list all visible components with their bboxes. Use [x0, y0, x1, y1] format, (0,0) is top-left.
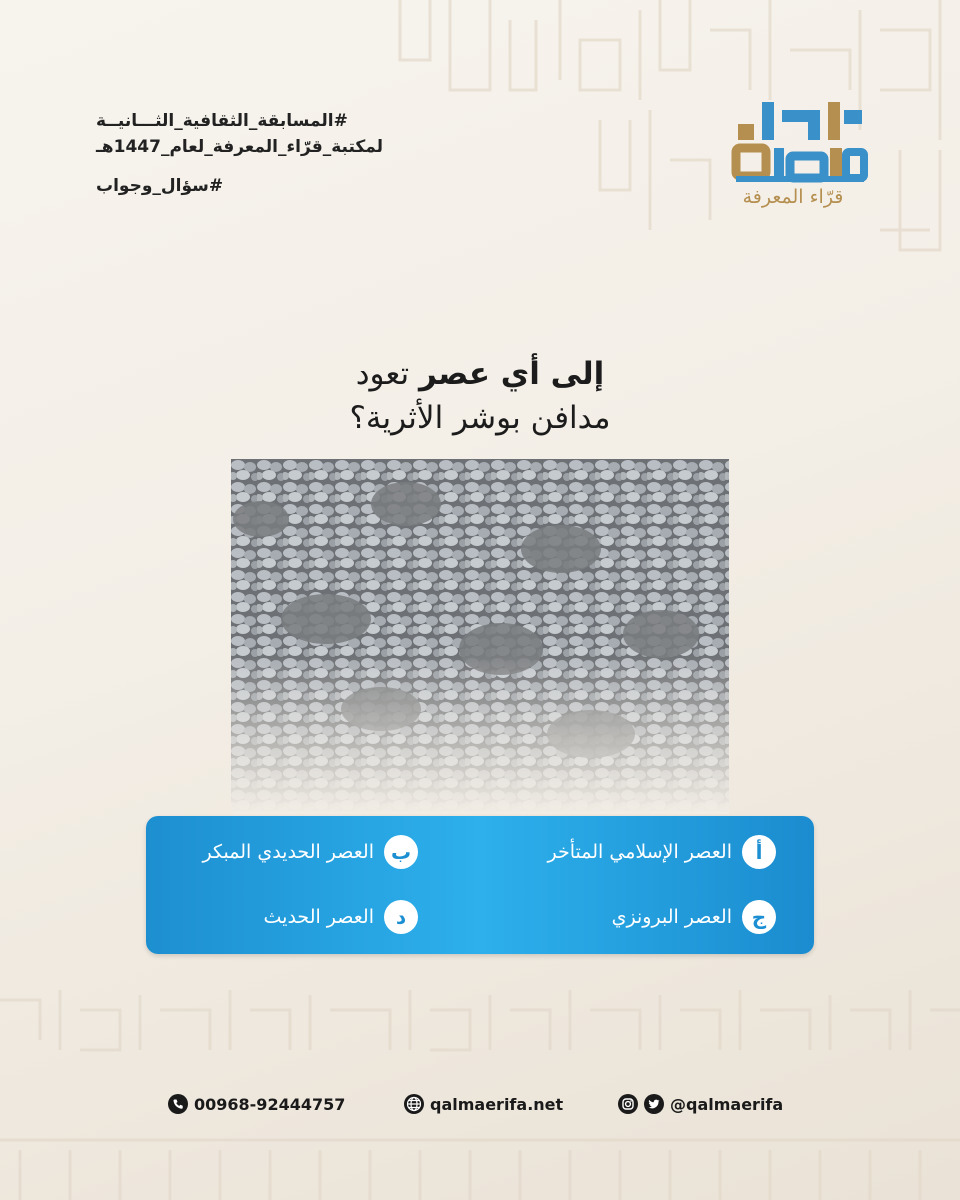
question-line-2: مدافن بوشر الأثرية؟: [349, 400, 611, 437]
answer-option-d[interactable]: [264, 900, 418, 934]
question-line-1-rest: تعود: [355, 356, 419, 392]
question-line-1: [180, 352, 780, 396]
footer-social[interactable]: [618, 1092, 783, 1116]
option-d-text: العصر الحديث: [263, 906, 374, 928]
answer-options-panel: [146, 816, 814, 954]
phone-icon: [168, 1094, 188, 1114]
answer-option-c[interactable]: [612, 900, 776, 934]
hashtags: [96, 108, 456, 199]
option-a-text: العصر الإسلامي المتأخر: [547, 841, 732, 863]
option-d-badge: د: [384, 900, 418, 934]
twitter-icon: [644, 1094, 664, 1114]
brand-caption: قرّاء المعرفة: [742, 186, 844, 208]
option-a-badge: أ: [742, 835, 776, 869]
instagram-icon: [618, 1094, 638, 1114]
phone-number: 00968-92444757: [194, 1094, 346, 1114]
hashtag-qa: #سؤال_وجواب: [96, 175, 224, 196]
footer-phone[interactable]: [168, 1092, 345, 1116]
answer-option-b[interactable]: [203, 835, 418, 869]
question-title: [180, 352, 780, 440]
option-b-badge: ب: [384, 835, 418, 869]
option-c-badge: ج: [742, 900, 776, 934]
option-b-text: العصر الحديدي المبكر: [202, 841, 374, 863]
globe-icon: [404, 1094, 424, 1114]
question-emphasis: إلى أي عصر: [419, 356, 605, 392]
option-c-text: العصر البرونزي: [611, 906, 732, 928]
website-url: qalmaerifa.net: [430, 1094, 564, 1114]
footer-website[interactable]: [404, 1092, 563, 1116]
answer-option-a[interactable]: [548, 835, 776, 869]
stone-tombs-photo: [231, 459, 729, 814]
hashtag-library: لمكتبة_قرّاء_المعرفة_لعام_1447هـ: [96, 137, 384, 158]
social-handle: @qalmaerifa: [670, 1094, 784, 1114]
hashtag-competition: #المسابقة_الثقافية_الثـــانيــة: [96, 111, 348, 131]
